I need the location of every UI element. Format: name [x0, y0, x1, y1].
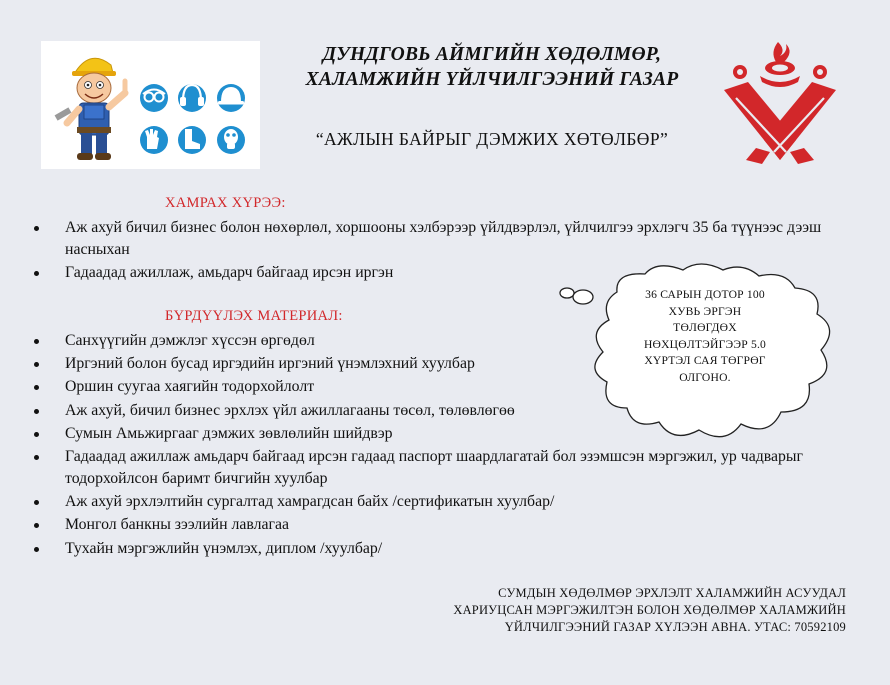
footer-line: СУМДЫН ХӨДӨЛМӨР ЭРХЛЭЛТ ХАЛАМЖИЙН АСУУДАЛ	[498, 586, 846, 600]
safety-gloves-icon	[140, 126, 168, 154]
safety-goggles-icon	[140, 84, 168, 112]
list-item: Сумын Амьжиргааг дэмжих зөвлөлийн шийдвэр	[28, 423, 848, 445]
footer-contact	[386, 585, 846, 636]
safety-boots-icon	[178, 126, 206, 154]
callout-line: ОЛГОНО.	[679, 370, 731, 384]
footer-line: ҮЙЛЧИЛГЭЭНИЙ ГАЗАР ХҮЛЭЭН АВНА. УТАС: 70592109	[504, 620, 846, 634]
callout-line: ТӨЛӨГДӨХ	[673, 321, 737, 335]
list-item: Тухайн мэргэжлийн үнэмлэх, диплом /хуулбар/	[28, 538, 848, 560]
list-item: Монгол банкны зээлийн лавлагаа	[28, 514, 848, 536]
callout-text	[617, 287, 793, 387]
list-item: Гадаадад ажиллаж амьдарч байгаад ирсэн гадаад паспорт шаардлагатай бол эзэмшсэн мэргэжил, ур чадварыг тодорхойлсон баримт бичгийн хуулбар	[28, 446, 848, 490]
scope-heading: ХАМРАХ ХҮРЭЭ:	[165, 195, 286, 211]
safety-illustration	[41, 41, 260, 169]
callout-line: НӨХЦӨЛТЭЙГЭЭР 5.0	[643, 337, 767, 351]
list-item: Иргэний болон бусад иргэдийн иргэний үнэмлэхний хуулбар	[28, 353, 848, 375]
organization-title	[262, 42, 722, 92]
list-item: Гадаадад ажиллаж, амьдарч байгаад ирсэн иргэн	[28, 262, 828, 284]
list-item: Аж ахуй, бичил бизнес эрхлэх үйл ажиллагааны төсөл, төлөвлөгөө	[28, 400, 848, 422]
hard-hat-icon	[217, 84, 245, 112]
callout-line: 36 САРЫН ДОТОР 100	[645, 288, 765, 301]
callout-line: ХУВЬ ЭРГЭН	[668, 304, 742, 318]
list-item: Санхүүгийн дэмжлэг хүссэн өргөдөл	[28, 330, 848, 352]
materials-heading: БҮРДҮҮЛЭХ МАТЕРИАЛ:	[165, 308, 343, 324]
gas-mask-icon	[217, 126, 245, 154]
ear-protection-icon	[178, 84, 206, 112]
list-item: Аж ахуй эрхлэлтийн сургалтад хамрагдсан байх /сертификатын хуулбар/	[28, 491, 848, 513]
callout-line: ХҮРТЭЛ САЯ ТӨГРӨГ	[644, 354, 766, 368]
worker-thumbs-up-icon	[55, 58, 125, 160]
list-item: Аж ахуй бичил бизнес болон нөхөрлөл, хоршооны хэлбэрээр үйлдвэрлэл, үйлчилгээ эрхлэгч 35 ба түүнээс дээш насныхан	[28, 217, 828, 261]
ministry-emblem-icon	[716, 40, 850, 168]
title-line-1: ДУНДГОВЬ АЙМГИЙН ХӨДӨЛМӨР,	[322, 44, 662, 65]
title-line-2: ХАЛАМЖИЙН ҮЙЛЧИЛГЭЭНИЙ ГАЗАР	[305, 69, 679, 90]
footer-line: ХАРИУЦСАН МЭРГЭЖИЛТЭН БОЛОН ХӨДӨЛМӨР ХАЛАМЖИЙН	[453, 603, 846, 617]
program-title: “АЖЛЫН БАЙРЫГ ДЭМЖИХ ХӨТӨЛБӨР”	[315, 129, 669, 149]
list-item: Оршин суугаа хаягийн тодорхойлолт	[28, 376, 848, 398]
